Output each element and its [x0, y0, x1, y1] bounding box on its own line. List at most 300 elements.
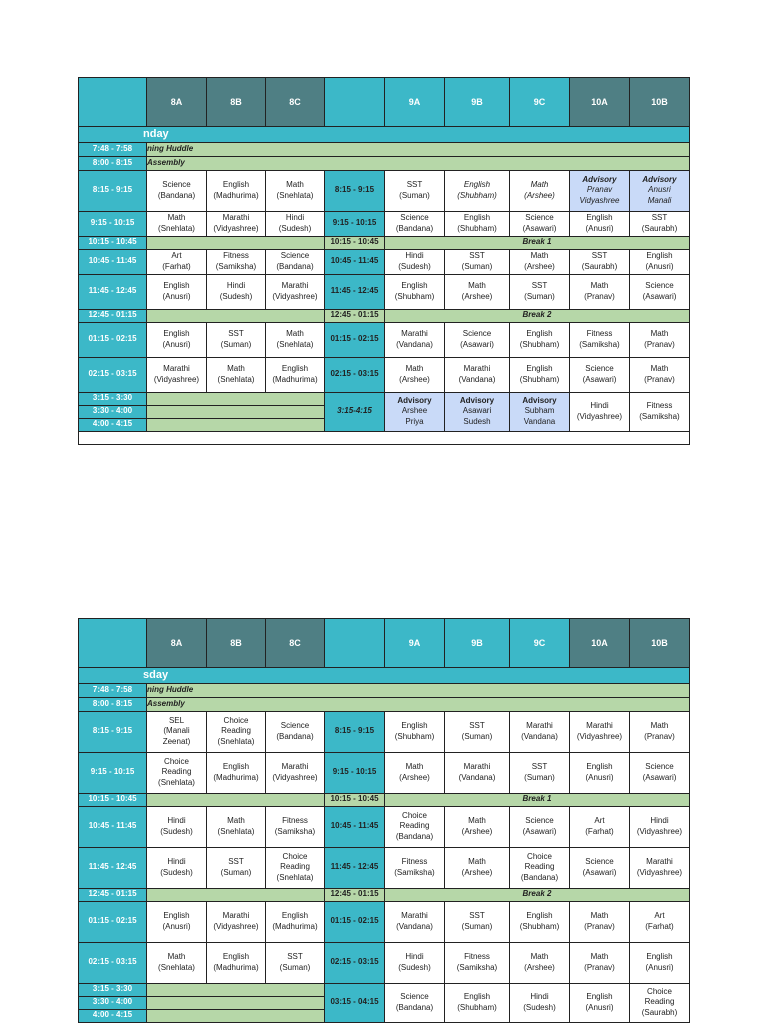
cell-line: (Vidyashree) [153, 374, 200, 384]
cell-line: English [163, 911, 190, 921]
cell-line: (Arshee) [524, 190, 555, 200]
subject-cell [147, 901, 207, 942]
cell-line: (Shubham) [519, 921, 560, 931]
cell-line: Math [530, 180, 549, 190]
subject-cell [445, 847, 510, 888]
cell-line: English [401, 281, 428, 291]
cell-line: Anusri [648, 185, 671, 195]
cell-line: English [586, 992, 613, 1002]
cell-line: (Vidyashree) [636, 867, 683, 877]
subject-cell [266, 357, 325, 392]
break-row [79, 888, 690, 901]
cell-line: (Bandana) [520, 873, 559, 883]
cell-line: (Arshee) [461, 291, 493, 301]
cell-line: Math [227, 364, 245, 374]
cell-line: English [646, 251, 673, 261]
cell-line: (Vidyashree) [272, 291, 318, 301]
cell-line: (Madhurima) [213, 772, 259, 782]
day-title: sday [79, 668, 690, 684]
cell-line: Art [594, 816, 605, 826]
cell-line: (Suman) [399, 190, 430, 200]
cell-line: (Shubham) [457, 1002, 497, 1012]
subject-cell [570, 322, 630, 357]
header-spacer [325, 619, 385, 668]
cell-line: Fitness [401, 857, 428, 867]
time-cell: 9:15 - 10:15 [325, 752, 385, 793]
class-header: 9A [385, 78, 445, 127]
subject-cell [570, 806, 630, 847]
cell-line: (Bandana) [395, 1002, 434, 1012]
late-fill [147, 418, 325, 431]
cell-line: (Sudesh) [278, 223, 312, 233]
cell-line: Subham [524, 406, 555, 416]
subject-cell [385, 392, 445, 431]
cell-line: (Arshee) [461, 867, 493, 877]
cell-line: SST [531, 281, 548, 291]
time-cell: 9:15 - 10:15 [325, 211, 385, 236]
time-cell: 8:00 - 8:15 [79, 697, 147, 711]
subject-cell [510, 392, 570, 431]
huddle-label: ning Huddle [147, 142, 690, 156]
cell-line: Hindi [167, 816, 186, 826]
subject-cell [147, 322, 207, 357]
time-cell: 12:45 - 01:15 [325, 888, 385, 901]
cell-line: (Anusri) [645, 261, 674, 271]
subject-cell [630, 274, 690, 309]
cell-line: Fitness [586, 329, 613, 339]
subject-cell [570, 983, 630, 1022]
time-cell: 11:45 - 12:45 [79, 847, 147, 888]
cell-line: (Vandana) [396, 339, 433, 349]
cell-line: (Pranav) [584, 962, 615, 972]
time-cell: 02:15 - 03:15 [79, 357, 147, 392]
cell-line: English [163, 329, 190, 339]
subject-cell [147, 752, 207, 793]
cell-line: (Samiksha) [579, 339, 620, 349]
cell-line: Manali [647, 196, 672, 206]
cell-line: Hindi [530, 992, 549, 1002]
subject-cell [207, 274, 266, 309]
cell-line: Priya [405, 417, 424, 427]
cell-line: Hindi [405, 952, 424, 962]
time-cell: 3:30 - 4:00 [79, 996, 147, 1009]
cell-line: English [401, 721, 428, 731]
time-cell: 11:45 - 12:45 [325, 847, 385, 888]
cell-line: (Vidyashree) [636, 826, 683, 836]
cell-line: (Arshee) [524, 962, 555, 972]
period-row [79, 847, 690, 888]
subject-cell [445, 901, 510, 942]
cell-line: (Bandana) [157, 190, 196, 200]
cell-line: Science [400, 213, 429, 223]
subject-cell [207, 847, 266, 888]
subject-cell [630, 942, 690, 983]
cell-line: (Suman) [461, 261, 493, 271]
time-cell: 8:15 - 9:15 [325, 170, 385, 211]
cell-line: Hindi [226, 281, 246, 291]
cell-line: (Snehlata) [217, 374, 255, 384]
cell-line: English [281, 911, 309, 921]
subject-cell [266, 847, 325, 888]
schedule-table [78, 77, 690, 445]
subject-cell [385, 983, 445, 1022]
cell-line: (Sudesh) [398, 261, 431, 271]
cell-line: (Shubham) [394, 291, 435, 301]
period-row [79, 942, 690, 983]
cell-line: Advisory [397, 395, 432, 405]
cell-line: (Farhat) [645, 921, 674, 931]
cell-line: SST [287, 952, 303, 962]
cell-line: English [163, 281, 190, 291]
time-cell: 10:45 - 11:45 [79, 806, 147, 847]
cell-line: Advisory [522, 395, 557, 405]
time-cell: 01:15 - 02:15 [79, 901, 147, 942]
subject-cell [207, 806, 266, 847]
subject-cell [630, 711, 690, 752]
cell-line: Math [468, 816, 486, 826]
late-fill [147, 392, 325, 405]
cell-line: Math [650, 721, 669, 731]
cell-line: SST [469, 721, 485, 731]
cell-line: (Vidyashree) [213, 921, 259, 931]
cell-line: English [526, 911, 553, 921]
cell-line: Zeenat) [162, 737, 191, 747]
cell-line: (Saurabh) [581, 261, 618, 271]
cell-line: (Bandana) [395, 832, 434, 842]
period-row [79, 249, 690, 274]
cell-line: Math [530, 251, 549, 261]
empty-row [79, 431, 690, 444]
subject-cell [510, 274, 570, 309]
subject-cell [630, 752, 690, 793]
period-row [79, 322, 690, 357]
cell-line: Marathi [526, 721, 553, 731]
break-fill [147, 309, 325, 322]
cell-line: Science [585, 364, 614, 374]
subject-cell [570, 392, 630, 431]
cell-line: (Pranav) [644, 731, 675, 741]
cell-line: Arshee [401, 406, 428, 416]
time-cell: 10:15 - 10:45 [79, 793, 147, 806]
subject-cell [207, 357, 266, 392]
subject-cell [207, 901, 266, 942]
subject-cell [510, 983, 570, 1022]
cell-line: (Farhat) [585, 826, 614, 836]
cell-line: (Anusri) [645, 962, 674, 972]
cell-line: (Arshee) [399, 772, 430, 782]
cell-line: (Vandana) [458, 772, 496, 782]
time-cell: 10:15 - 10:45 [325, 793, 385, 806]
subject-cell [385, 711, 445, 752]
cell-line: (Sudesh) [160, 867, 193, 877]
cell-line: (Vandana) [521, 731, 558, 741]
cell-line: English [222, 952, 250, 962]
subject-cell [266, 249, 325, 274]
cell-line: (Snehlata) [276, 190, 314, 200]
cell-line: English [526, 329, 553, 339]
break-row [79, 309, 690, 322]
cell-line: Math [286, 180, 304, 190]
cell-line: Choice [282, 851, 308, 861]
cell-line: (Suman) [461, 731, 493, 741]
cell-line: (Shubham) [457, 190, 497, 200]
class-header: 8B [207, 619, 266, 668]
day-title: nday [79, 127, 690, 143]
cell-line: SEL [168, 715, 185, 725]
cell-line: (Vidyashree) [272, 772, 318, 782]
time-cell: 3:30 - 4:00 [79, 405, 147, 418]
time-cell: 4:00 - 4:15 [79, 1009, 147, 1022]
break-label: Break 2 [385, 888, 690, 901]
cell-line: Marathi [463, 364, 491, 374]
cell-line: (Vandana) [458, 374, 496, 384]
cell-line: Reading [524, 862, 555, 872]
break-label: Break 1 [385, 236, 690, 249]
subject-cell [510, 711, 570, 752]
subject-cell [570, 249, 630, 274]
class-header: 8C [266, 78, 325, 127]
cell-line: (Samiksha) [215, 261, 257, 271]
break-row [79, 236, 690, 249]
late-fill [147, 996, 325, 1009]
cell-line: Hindi [405, 251, 424, 261]
subject-cell [207, 249, 266, 274]
period-row [79, 711, 690, 752]
cell-line: Marathi [646, 857, 673, 867]
cell-line: (Asawari) [582, 374, 617, 384]
cell-line: SST [228, 857, 244, 867]
cell-line: Science [645, 281, 674, 291]
cell-line: (Arshee) [524, 261, 555, 271]
subject-cell [445, 711, 510, 752]
subject-cell [266, 711, 325, 752]
time-cell: 8:00 - 8:15 [79, 156, 147, 170]
subject-cell [510, 847, 570, 888]
cell-line: Science [462, 329, 492, 339]
subject-cell [630, 322, 690, 357]
cell-line: (Samiksha) [394, 867, 435, 877]
subject-cell [147, 711, 207, 752]
cell-line: (Bandana) [276, 731, 314, 741]
cell-line: (Saurabh) [641, 223, 678, 233]
cell-line: Math [468, 281, 486, 291]
period-row [79, 211, 690, 236]
cell-line: Choice [223, 715, 249, 725]
class-header: 10B [630, 78, 690, 127]
cell-line: (Anusri) [162, 291, 191, 301]
class-header: 8A [147, 619, 207, 668]
cell-line: (Pranav) [584, 921, 615, 931]
time-cell: 11:45 - 12:45 [325, 274, 385, 309]
subject-cell [385, 322, 445, 357]
cell-line: Marathi [281, 281, 309, 291]
cell-line: (Snehlata) [276, 339, 314, 349]
class-header: 9C [510, 78, 570, 127]
cell-line: (Sudesh) [160, 826, 193, 836]
break-label: Break 1 [385, 793, 690, 806]
class-header: 10B [630, 619, 690, 668]
huddle-label: ning Huddle [147, 683, 690, 697]
class-header: 10A [570, 619, 630, 668]
cell-line: Math [590, 911, 609, 921]
cell-line: Math [167, 213, 186, 223]
subject-cell [510, 170, 570, 211]
subject-cell [510, 901, 570, 942]
subject-cell [630, 847, 690, 888]
cell-line: Asawari [462, 406, 492, 416]
subject-cell [570, 211, 630, 236]
assembly-label: Assembly [147, 697, 690, 711]
cell-line: (Madhurima) [213, 190, 259, 200]
subject-cell [570, 170, 630, 211]
subject-cell [510, 752, 570, 793]
time-cell: 10:45 - 11:45 [325, 806, 385, 847]
cell-line: (Manali [163, 726, 190, 736]
subject-cell [630, 211, 690, 236]
cell-line: English [281, 364, 309, 374]
subject-cell [445, 942, 510, 983]
subject-cell [445, 392, 510, 431]
late-fill [147, 405, 325, 418]
cell-line: (Snehlata) [276, 873, 314, 883]
class-header: 8C [266, 619, 325, 668]
cell-line: (Shubham) [519, 339, 560, 349]
cell-line: SST [469, 911, 485, 921]
cell-line: Hindi [590, 401, 609, 411]
cell-line: Science [585, 857, 614, 867]
cell-line: SST [531, 762, 548, 772]
subject-cell [510, 357, 570, 392]
time-cell: 01:15 - 02:15 [79, 322, 147, 357]
cell-line: Marathi [163, 364, 190, 374]
class-header: 10A [570, 78, 630, 127]
subject-cell [630, 249, 690, 274]
subject-cell [570, 752, 630, 793]
time-cell: 7:48 - 7:58 [79, 142, 147, 156]
cell-line: (Suman) [220, 339, 252, 349]
cell-line: Advisory [642, 174, 677, 184]
assembly-label: Assembly [147, 156, 690, 170]
cell-line: SST [591, 251, 608, 261]
time-cell: 10:15 - 10:45 [325, 236, 385, 249]
header-row [79, 78, 690, 127]
cell-line: Math [286, 329, 304, 339]
cell-line: Reading [161, 767, 192, 777]
cell-line: Math [530, 952, 549, 962]
time-cell: 12:45 - 01:15 [79, 888, 147, 901]
cell-line: (Suman) [279, 962, 311, 972]
cell-line: Marathi [222, 911, 250, 921]
subject-cell [630, 392, 690, 431]
subject-cell [385, 249, 445, 274]
break-fill [147, 888, 325, 901]
period-row [79, 274, 690, 309]
cell-line: Marathi [401, 329, 428, 339]
cell-line: (Snehlata) [217, 826, 255, 836]
late-row [79, 983, 690, 996]
cell-line: Hindi [650, 816, 669, 826]
subject-cell [510, 942, 570, 983]
cell-line: SST [651, 213, 668, 223]
cell-line: (Asawari) [642, 291, 677, 301]
subject-cell [385, 942, 445, 983]
subject-cell [570, 357, 630, 392]
subject-cell [570, 901, 630, 942]
subject-cell [207, 711, 266, 752]
cell-line: English [222, 180, 250, 190]
time-cell: 3:15 - 3:30 [79, 983, 147, 996]
subject-cell [385, 901, 445, 942]
time-cell: 4:00 - 4:15 [79, 418, 147, 431]
subject-cell [207, 322, 266, 357]
cell-line: Science [525, 816, 554, 826]
cell-line: (Asawari) [460, 339, 494, 349]
time-cell: 12:45 - 01:15 [79, 309, 147, 322]
break-fill [147, 793, 325, 806]
cell-line: Vidyashree [579, 196, 620, 206]
time-cell: 7:48 - 7:58 [79, 683, 147, 697]
cell-line: Hindi [285, 213, 305, 223]
subject-cell [445, 983, 510, 1022]
cell-line: (Samiksha) [456, 962, 498, 972]
schedule-table [78, 618, 690, 1023]
cell-line: Math [590, 952, 609, 962]
cell-line: (Madhurima) [272, 921, 318, 931]
subject-cell [207, 752, 266, 793]
cell-line: (Madhurima) [213, 962, 259, 972]
cell-line: (Anusri) [162, 921, 191, 931]
time-cell: 8:15 - 9:15 [79, 170, 147, 211]
subject-cell [570, 847, 630, 888]
break-row [79, 793, 690, 806]
cell-line: Math [405, 762, 424, 772]
cell-line: Math [650, 364, 669, 374]
subject-cell [510, 211, 570, 236]
subject-cell [510, 322, 570, 357]
cell-line: (Sudesh) [219, 291, 253, 301]
cell-line: (Pranav) [644, 339, 675, 349]
cell-line: (Sudesh) [398, 962, 431, 972]
cell-line: (Arshee) [399, 374, 430, 384]
subject-cell [147, 249, 207, 274]
cell-line: (Asawari) [522, 826, 557, 836]
subject-cell [630, 170, 690, 211]
subject-cell [445, 211, 510, 236]
cell-line: English [586, 762, 613, 772]
cell-line: Science [400, 992, 429, 1002]
cell-line: Choice [402, 810, 427, 820]
time-cell: 01:15 - 02:15 [325, 322, 385, 357]
cell-line: SST [406, 180, 423, 190]
subject-cell [630, 901, 690, 942]
cell-line: Fitness [282, 816, 308, 826]
subject-cell [445, 806, 510, 847]
time-cell: 3:15 - 3:30 [79, 392, 147, 405]
cell-line: (Snehlata) [158, 223, 195, 233]
subject-cell [570, 274, 630, 309]
cell-line: Math [590, 281, 609, 291]
subject-cell [630, 806, 690, 847]
subject-cell [147, 357, 207, 392]
class-header: 9B [445, 78, 510, 127]
cell-line: Pranav [586, 185, 613, 195]
class-header: 9B [445, 619, 510, 668]
class-header: 8A [147, 78, 207, 127]
subject-cell [385, 170, 445, 211]
subject-cell [266, 752, 325, 793]
cell-line: (Bandana) [276, 261, 314, 271]
cell-line: (Anusri) [162, 339, 191, 349]
